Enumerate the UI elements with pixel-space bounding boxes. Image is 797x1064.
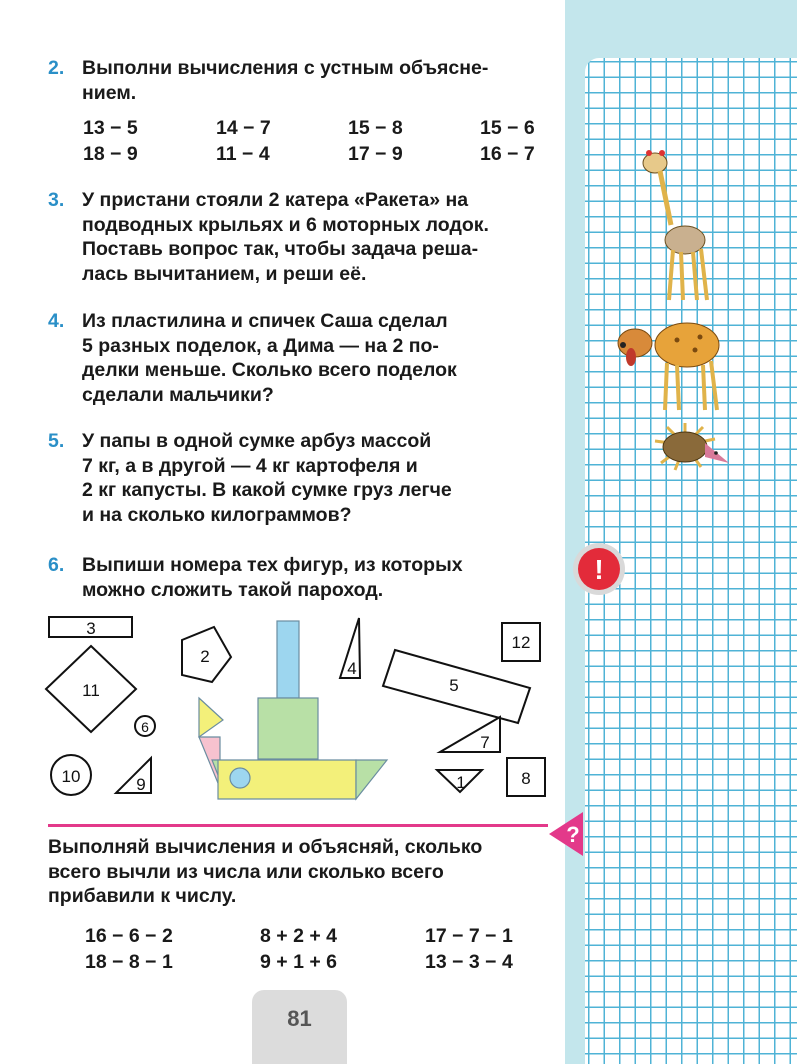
ship-chimney bbox=[277, 621, 299, 698]
expression: 18 − 8 − 1 bbox=[85, 951, 173, 973]
question-mark: ? bbox=[566, 822, 580, 847]
giraffe-craft bbox=[643, 150, 707, 300]
task-line: Поставь вопрос так, чтобы задача реша- bbox=[82, 238, 479, 260]
shape-label: 3 bbox=[86, 619, 96, 638]
shape-label: 8 bbox=[521, 769, 531, 788]
task-line: можно сложить такой пароход. bbox=[82, 578, 384, 601]
expression: 16 − 6 − 2 bbox=[85, 925, 173, 947]
task-number: 2. bbox=[48, 57, 65, 79]
expression: 18 − 9 bbox=[83, 143, 138, 165]
ship-porthole bbox=[230, 768, 250, 788]
task-line: сделали мальчики? bbox=[82, 383, 274, 406]
task-line: 5 разных поделок, а Дима — на 2 по- bbox=[82, 334, 439, 357]
task-text bbox=[82, 188, 548, 286]
task-text bbox=[82, 56, 548, 105]
dog-craft bbox=[618, 323, 719, 410]
shape-label: 9 bbox=[136, 775, 146, 794]
task-line: лась вычитанием, и реши её. bbox=[82, 262, 367, 285]
task-line: и на сколько килограммов? bbox=[82, 503, 352, 526]
shape-label: 2 bbox=[200, 647, 210, 666]
expression: 17 − 7 − 1 bbox=[425, 925, 513, 947]
exclamation-mark: ! bbox=[594, 554, 604, 585]
task-line: 2 кг капусты. В какой сумке груз легче bbox=[82, 479, 452, 501]
shape-label: 7 bbox=[480, 733, 490, 752]
task-line: У папы в одной сумке арбуз массой bbox=[82, 430, 432, 452]
ship-stern bbox=[356, 760, 387, 799]
page-number-tab bbox=[252, 990, 347, 1064]
ship-cabin bbox=[258, 698, 318, 759]
expression: 16 − 7 bbox=[480, 143, 535, 165]
task-line: У пристани стояли 2 катера «Ракета» на bbox=[82, 189, 469, 211]
task-line: 7 кг, а в другой — 4 кг картофеля и bbox=[82, 454, 418, 477]
task-text bbox=[82, 429, 548, 527]
shape-label: 6 bbox=[141, 719, 149, 735]
hedgehog-craft bbox=[655, 423, 729, 470]
task-line: подводных крыльях и 6 моторных лодок. bbox=[82, 213, 489, 236]
page-number: 81 bbox=[287, 1006, 312, 1031]
note-block bbox=[48, 835, 548, 909]
task-number: 3. bbox=[48, 189, 65, 211]
expression: 15 − 6 bbox=[480, 117, 535, 139]
expression: 8 + 2 + 4 bbox=[260, 925, 337, 947]
task-line: нием. bbox=[82, 81, 137, 104]
section-divider bbox=[48, 824, 548, 827]
question-marker-icon bbox=[543, 810, 585, 858]
task-line: Из пластилина и спичек Саша сделал bbox=[82, 310, 448, 332]
shape-label: 11 bbox=[82, 681, 100, 700]
shape-label: 5 bbox=[449, 676, 459, 695]
task-number: 6. bbox=[48, 554, 65, 576]
shape-label: 12 bbox=[511, 633, 531, 652]
shape-label: 4 bbox=[347, 659, 357, 678]
expression: 9 + 1 + 6 bbox=[260, 951, 337, 973]
expression: 15 − 8 bbox=[348, 117, 403, 139]
plasticine-crafts-illustration bbox=[605, 145, 735, 485]
shape-label: 1 bbox=[456, 773, 466, 792]
shape-7 bbox=[440, 717, 500, 752]
shape-9 bbox=[116, 758, 151, 793]
task-number: 5. bbox=[48, 430, 65, 452]
note-line: прибавили к числу. bbox=[48, 885, 237, 907]
note-line: всего вычли из числа или сколько всего bbox=[48, 860, 444, 883]
ship-flag bbox=[199, 698, 223, 737]
task-number: 4. bbox=[48, 310, 65, 332]
expression: 13 − 5 bbox=[83, 117, 138, 139]
shapes-figure bbox=[40, 610, 550, 810]
task-line: Выпиши номера тех фигур, из которых bbox=[82, 554, 463, 576]
task-line: Выполни вычисления с устным объясне- bbox=[82, 57, 489, 79]
expression: 11 − 4 bbox=[216, 143, 270, 165]
note-line: Выполняй вычисления и объясняй, сколько bbox=[48, 836, 483, 858]
task-line: делки меньше. Сколько всего поделок bbox=[82, 359, 457, 381]
expression: 13 − 3 − 4 bbox=[425, 951, 513, 973]
task-text bbox=[82, 309, 548, 407]
expression: 14 − 7 bbox=[216, 117, 271, 139]
shape-label: 10 bbox=[61, 767, 81, 786]
exclamation-marker-icon bbox=[571, 541, 627, 597]
task-text bbox=[82, 553, 548, 602]
expression: 17 − 9 bbox=[348, 143, 403, 165]
